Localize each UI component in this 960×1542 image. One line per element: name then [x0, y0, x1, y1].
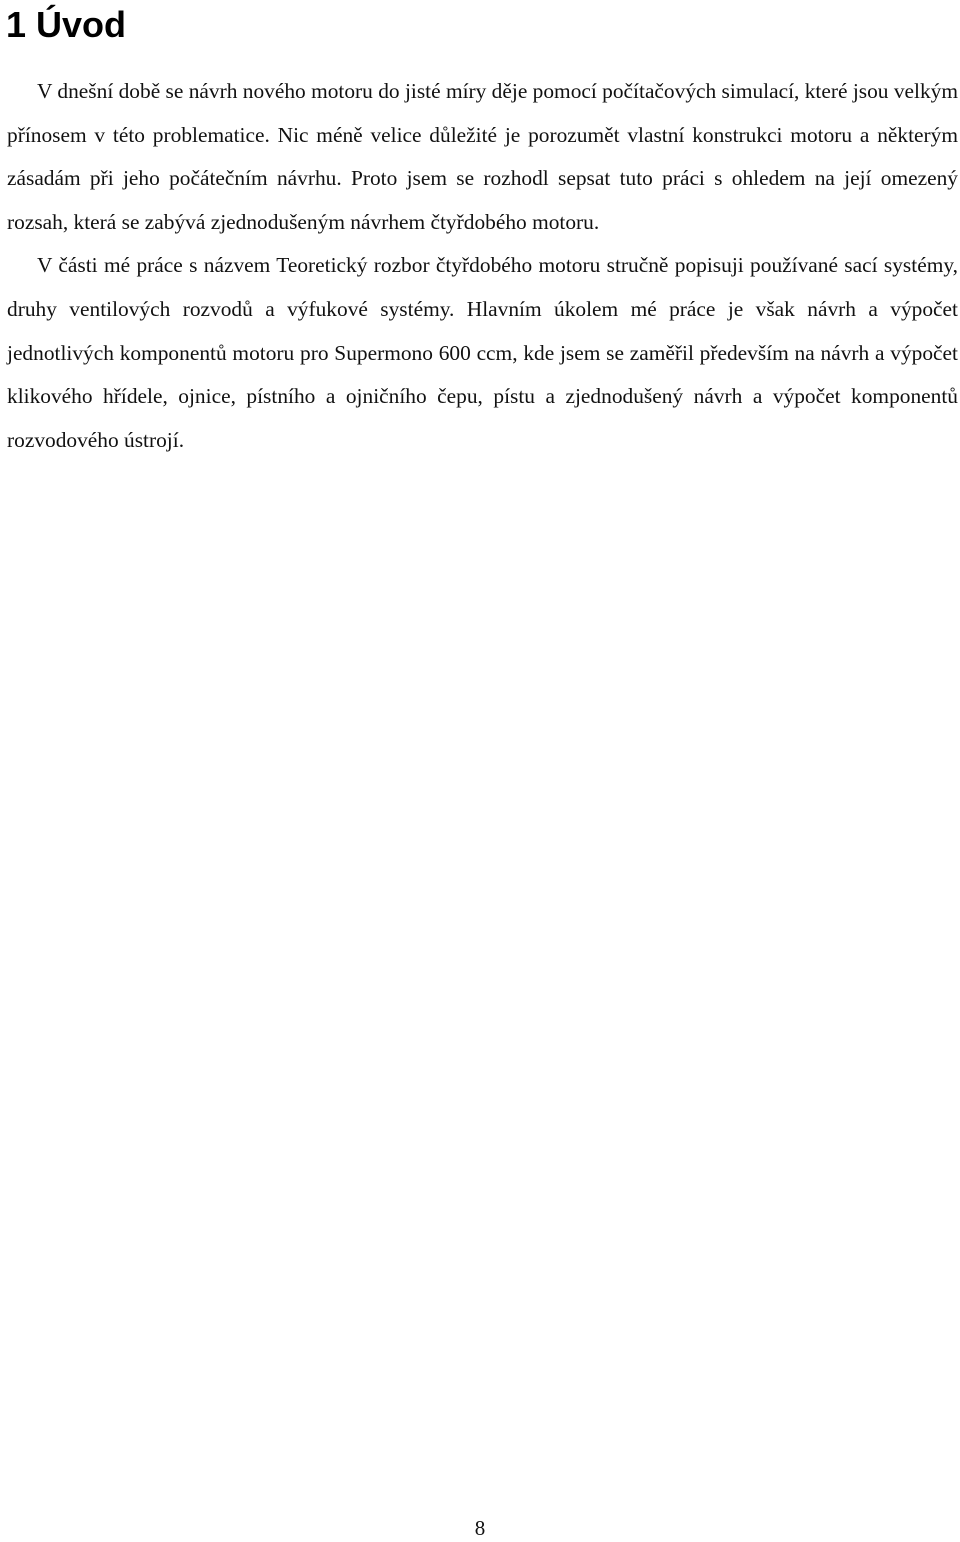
paragraph-intro: V dnešní době se návrh nového motoru do jisté míry děje pomocí počítačových simulací, které jsou velkým přínosem v této problematice. Nic méně velice důležité je porozumět vlastní konstrukci motoru a některým zásadám při jeho počátečním návrhu. Proto jsem se rozhodl sepsat tuto práci s ohledem na její omezený rozsah, která se zabývá zjednodušeným návrhem čtyřdobého motoru.	[7, 79, 958, 234]
body-text	[7, 70, 958, 462]
paragraph-scope: V části mé práce s názvem Teoretický rozbor čtyřdobého motoru stručně popisuji používané sací systémy, druhy ventilových rozvodů a výfukové systémy. Hlavním úkolem mé práce je však návrh a výpočet jednotlivých komponentů motoru pro Supermono 600 ccm, kde jsem se zaměřil především na návrh a výpočet klikového hřídele, ojnice, pístního a ojničního čepu, pístu a zjednodušený návrh a výpočet komponentů rozvodového ústrojí.	[7, 253, 958, 452]
section-heading: 1 Úvod	[6, 4, 127, 45]
page-number: 8	[474, 1516, 486, 1540]
